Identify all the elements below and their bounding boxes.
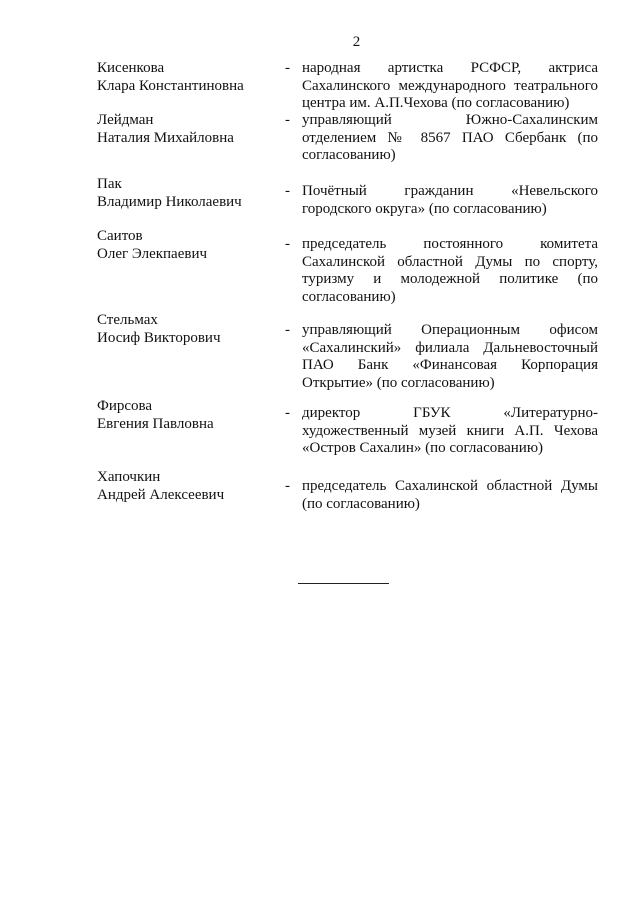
member-name bbox=[97, 469, 287, 504]
member-name bbox=[97, 398, 287, 433]
member-surname: Хапочкин bbox=[97, 469, 161, 485]
member-surname: Фирсова bbox=[97, 398, 153, 414]
closing-rule-divider bbox=[298, 583, 389, 584]
member-role: Почётный гражданин «Невельского городского округа» (по согласованию) bbox=[302, 183, 598, 217]
member-role: управляющий Южно-Сахалинским отделением № 8567 ПАО Сбербанк (по согласованию) bbox=[302, 112, 598, 163]
member-name bbox=[97, 176, 287, 211]
member-role: председатель Сахалинской областной Думы (по согласованию) bbox=[302, 478, 598, 512]
dash-separator: - bbox=[285, 478, 290, 494]
member-given-names: Иосиф Викторович bbox=[97, 329, 221, 346]
member-name bbox=[97, 228, 287, 263]
member-surname: Стельмах bbox=[97, 312, 158, 328]
member-surname: Кисенкова bbox=[97, 60, 165, 76]
member-role: председатель постоянного комитета Сахалинской областной Думы по спорту, туризму и молодежной политике (по согласованию) bbox=[302, 236, 598, 305]
member-role: директор ГБУК «Литературно-художественный музей книги А.П. Чехова «Остров Сахалин» (по согласованию) bbox=[302, 405, 598, 456]
member-surname: Саитов bbox=[97, 228, 143, 244]
dash-separator: - bbox=[285, 112, 290, 128]
member-given-names: Олег Элекпаевич bbox=[97, 245, 208, 262]
member-given-names: Евгения Павловна bbox=[97, 415, 214, 432]
member-given-names: Владимир Николаевич bbox=[97, 193, 242, 210]
member-role: управляющий Операционным офисом «Сахалинский» филиала Дальневосточный ПАО Банк «Финансовая Корпорация Открытие» (по согласованию) bbox=[302, 322, 598, 391]
dash-separator: - bbox=[285, 183, 290, 199]
member-surname: Пак bbox=[97, 176, 122, 192]
page-number: 2 bbox=[352, 34, 361, 50]
dash-separator: - bbox=[285, 405, 290, 421]
member-name bbox=[97, 112, 287, 147]
member-surname: Лейдман bbox=[97, 112, 154, 128]
member-name bbox=[97, 312, 287, 347]
member-given-names: Клара Константиновна bbox=[97, 77, 244, 94]
member-given-names: Наталия Михайловна bbox=[97, 129, 234, 146]
member-given-names: Андрей Алексеевич bbox=[97, 486, 225, 503]
member-role: народная артистка РСФСР, актриса Сахалинского международного театрального центра им. А.П.Чехова (по согласованию) bbox=[302, 60, 598, 111]
dash-separator: - bbox=[285, 322, 290, 338]
dash-separator: - bbox=[285, 236, 290, 252]
dash-separator: - bbox=[285, 60, 290, 76]
member-name bbox=[97, 60, 287, 95]
